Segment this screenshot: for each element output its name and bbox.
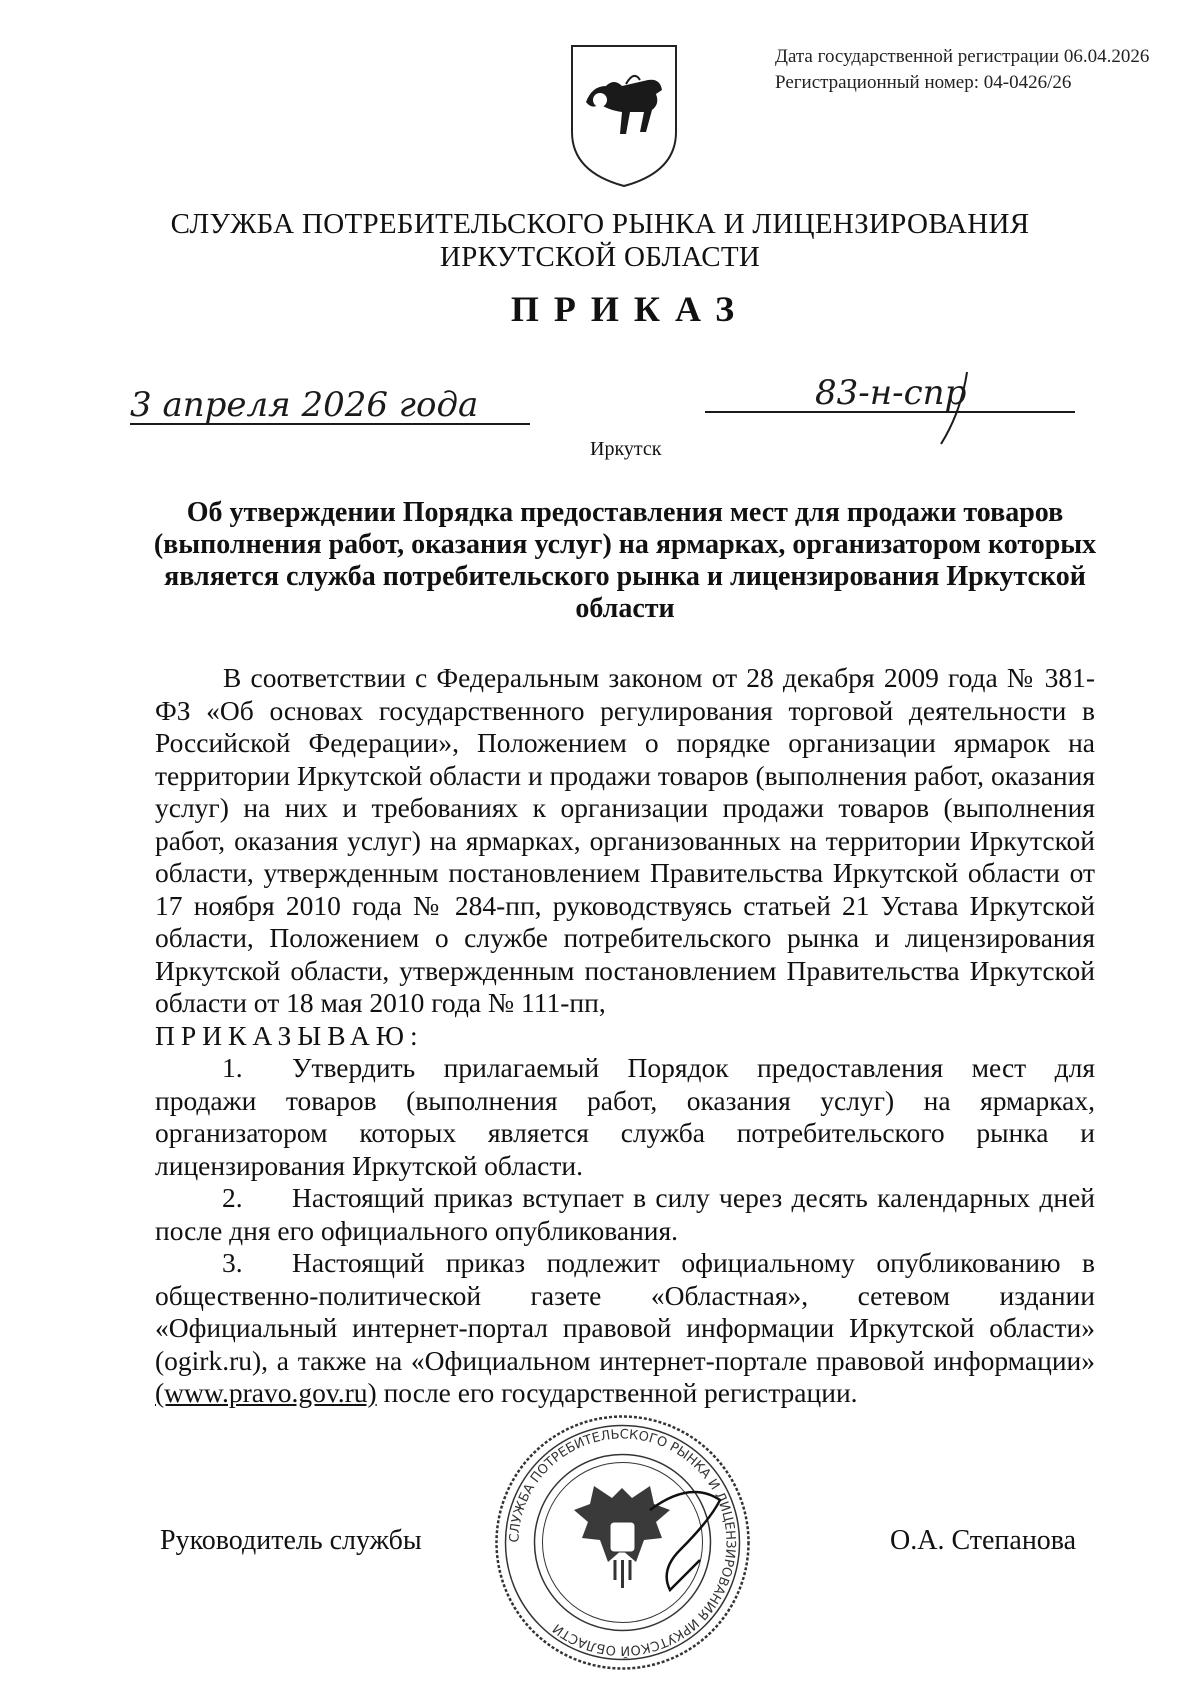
city: Иркутск bbox=[590, 438, 662, 460]
preamble: В соответствии с Федеральным законом от 28 декабря 2009 года № 381-ФЗ «Об основах государственного регулирования торговой деятельности в Российской Федерации», Положением о порядке организации ярмарок на территории Иркутской области и продажи товаров (выполнения работ, оказания услуг) на них и требованиях к организации продажи товаров (выполнения работ, оказания услуг) на ярмарках, организованных на территории Иркутской области, утвержденным постановлением Правительства Иркутской области от 17 ноября 2010 года № 284-пп, руководствуясь статьей 21 Устава Иркутской области, Положением о службе потребительского рынка и лицензирования Иркутской области, утвержденным постановлением Правительства Иркутской области от 18 мая 2010 года № 111-пп, bbox=[155, 662, 1095, 1018]
item-text: Настоящий приказ подлежит официальному опубликованию в общественно-политической газете «Областная», сетевом издании «Официальный интернет-портал правовой информации Иркутской области» (ogirk.ru), а также на «Официальном интернет-портале правовой информации» bbox=[155, 1247, 1095, 1376]
seal-text: СЛУЖБА ПОТРЕБИТЕЛЬСКОГО РЫНКА И ЛИЦЕНЗИРОВАНИЯ ИРКУТСКОЙ ОБЛАСТИ bbox=[507, 1427, 738, 1658]
registration-date: Дата государственной регистрации 06.04.2026 bbox=[775, 46, 1150, 67]
order-word: ПРИКАЗЫВАЮ: bbox=[155, 1019, 424, 1051]
order-subject: Об утверждении Порядка предоставления мест для продажи товаров (выполнения работ, оказания услуг) на ярмарках, организатором которых является служба потребительского рынка и лицензирования Иркутской области bbox=[153, 497, 1097, 624]
handwritten-date bbox=[130, 378, 550, 438]
handwritten-number bbox=[705, 372, 1085, 452]
registration-info bbox=[775, 44, 1149, 96]
item-text-tail: после его государственной регистрации. bbox=[376, 1377, 858, 1408]
item-text: Утвердить прилагаемый Порядок предоставления мест для продажи товаров (выполнения работ, оказания услуг) на ярмарках, организатором которых является служба потребительского рынка и лицензирования Иркутской области. bbox=[155, 1052, 1095, 1181]
pravo-link[interactable]: (www.pravo.gov.ru) bbox=[155, 1377, 377, 1408]
coat-of-arms-icon bbox=[564, 40, 684, 190]
order-body bbox=[155, 662, 1095, 1410]
handwritten-date-text: 3 апреля 2026 года bbox=[130, 385, 479, 425]
registration-number: Регистрационный номер: 04-0426/26 bbox=[775, 72, 1072, 93]
order-item bbox=[155, 1182, 1095, 1247]
item-number: 3. bbox=[222, 1247, 243, 1278]
organization-name bbox=[150, 208, 1050, 274]
signatory-role: Руководитель службы bbox=[160, 1525, 422, 1556]
order-item bbox=[155, 1247, 1095, 1410]
document-title: ПРИКАЗ bbox=[510, 289, 750, 329]
official-seal-icon bbox=[490, 1410, 755, 1675]
organization-line-1: СЛУЖБА ПОТРЕБИТЕЛЬСКОГО РЫНКА И ЛИЦЕНЗИРОВАНИЯ bbox=[170, 208, 1030, 240]
item-number: 2. bbox=[222, 1182, 243, 1213]
signatory-name: О.А. Степанова bbox=[890, 1525, 1077, 1556]
order-item bbox=[155, 1052, 1095, 1182]
item-number: 1. bbox=[222, 1052, 243, 1083]
item-text: Настоящий приказ вступает в силу через десять календарных дней после дня его официального опубликования. bbox=[155, 1182, 1095, 1246]
organization-line-2: ИРКУТСКОЙ ОБЛАСТИ bbox=[439, 241, 761, 273]
handwritten-number-text: 83-н-спр bbox=[815, 373, 967, 413]
